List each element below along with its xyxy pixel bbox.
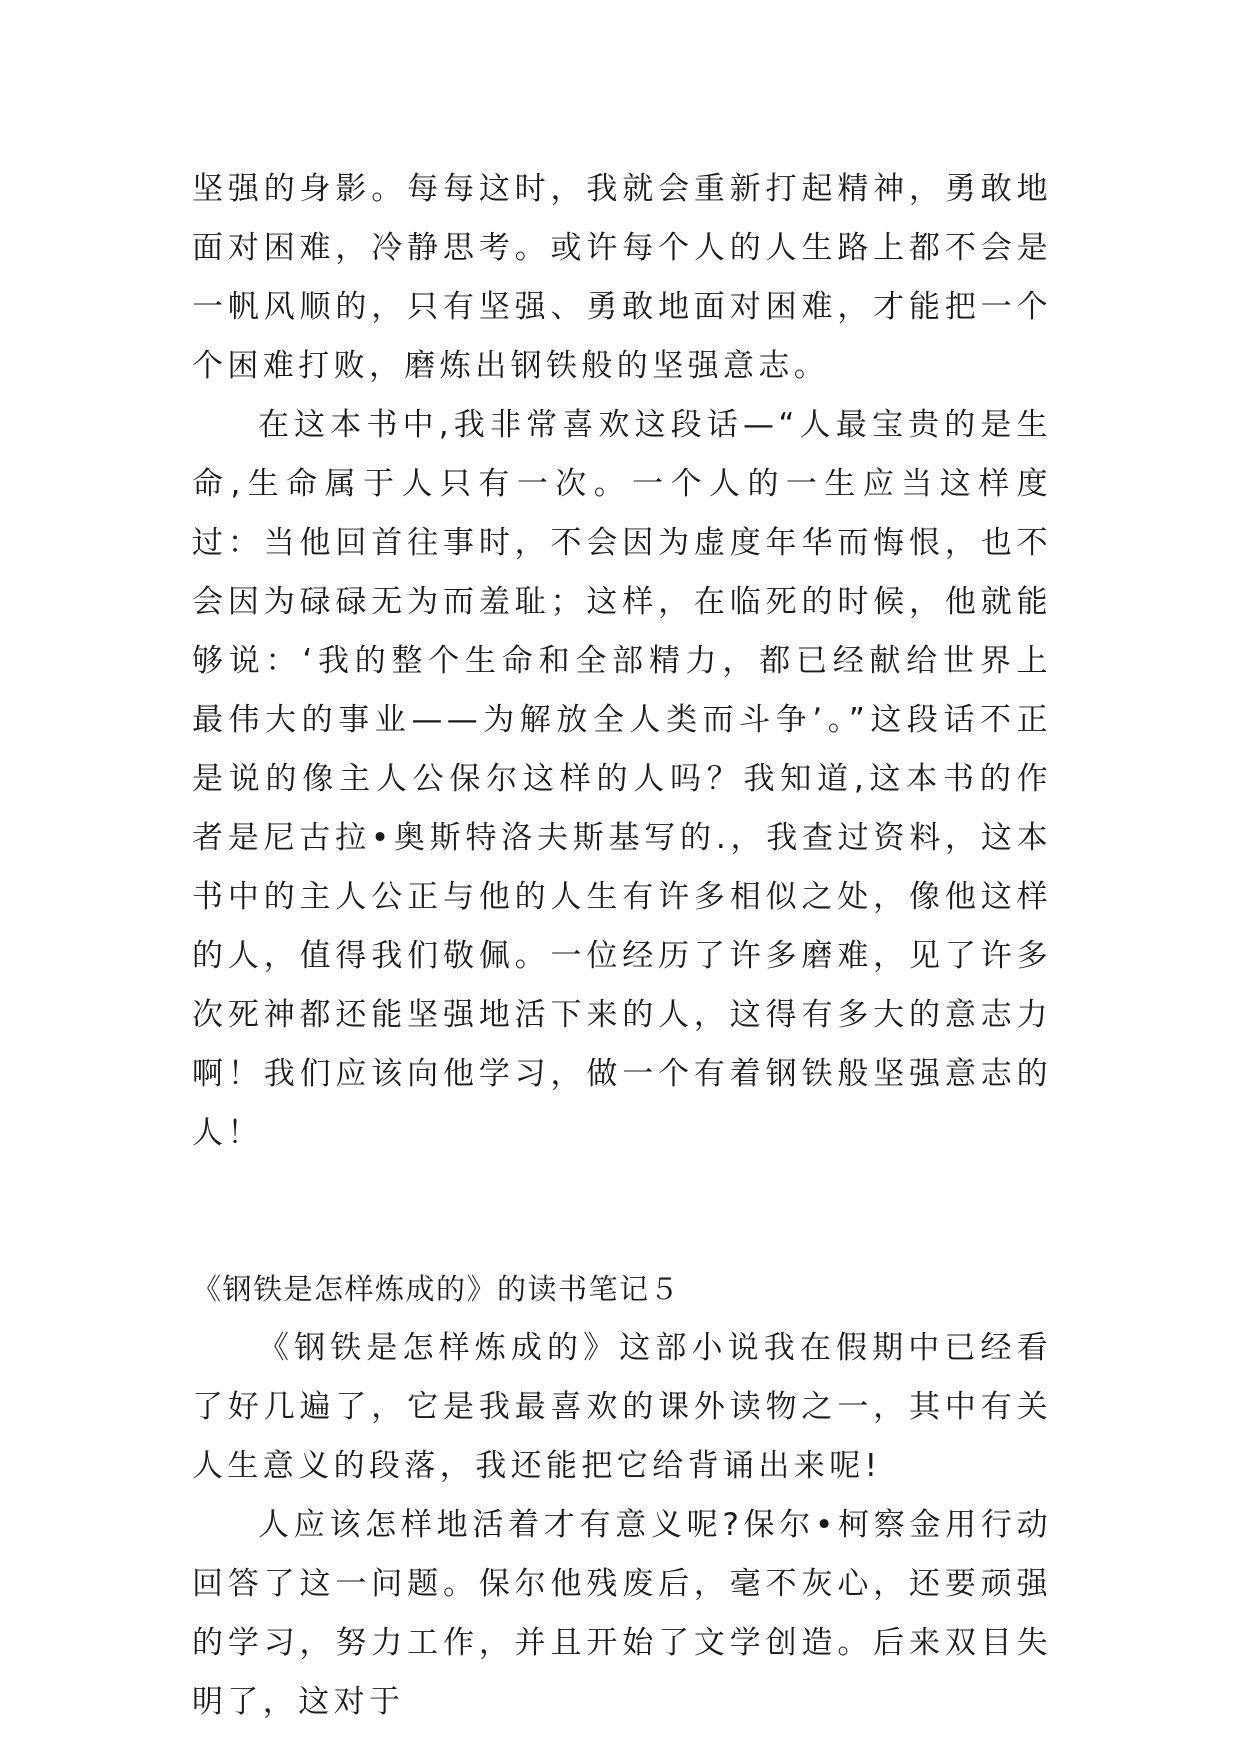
paragraph-favorite-quote: 在这本书中,我非常喜欢这段话—“人最宝贵的是生命,生命属于人只有一次。一个人的一生应当这样度过：当他回首往事时，不会因为虚度年华而悔恨，也不会因为碌碌无为而羞耻；这样，在临死的时候，他就能够说：‘我的整个生命和全部精力，都已经献给世界上最伟大的事业——为解放全人类而斗争’。”这段话不正是说的像主人公保尔这样的人吗？我知道,这本书的作者是尼古拉•奥斯特洛夫斯基写的.，我查过资料，这本书中的主人公正与他的人生有许多相似之处，像他这样的人，值得我们敬佩。一位经历了许多磨难，见了许多次死神都还能坚强地活下来的人，这得有多大的意志力啊！我们应该向他学习，做一个有着钢铁般坚强意志的人！ [192,407,1052,1151]
paragraph-meaning-of-life: 人应该怎样地活着才有意义呢?保尔•柯察金用行动回答了这一问题。保尔他残废后，毫不灰心，还要顽强的学习，努力工作，并且开始了文学创造。后来双目失明了，这对于 [192,1507,1052,1720]
paragraph-continuation: 坚强的身影。每每这时，我就会重新打起精神，勇敢地面对困难，冷静思考。或许每个人的人生路上都不会是一帆风顺的，只有坚强、勇敢地面对困难，才能把一个个困难打败，磨炼出钢铁般的坚强意志。 [192,171,1052,384]
section-gap [192,1163,1052,1260]
section-heading: 《钢铁是怎样炼成的》的读书笔记５ [192,1272,681,1306]
document-body [192,160,1052,1732]
paragraph-intro: 《钢铁是怎样炼成的》这部小说我在假期中已经看了好几遍了，它是我最喜欢的课外读物之一，其中有关人生意义的段落，我还能把它给背诵出来呢! [192,1330,1052,1484]
